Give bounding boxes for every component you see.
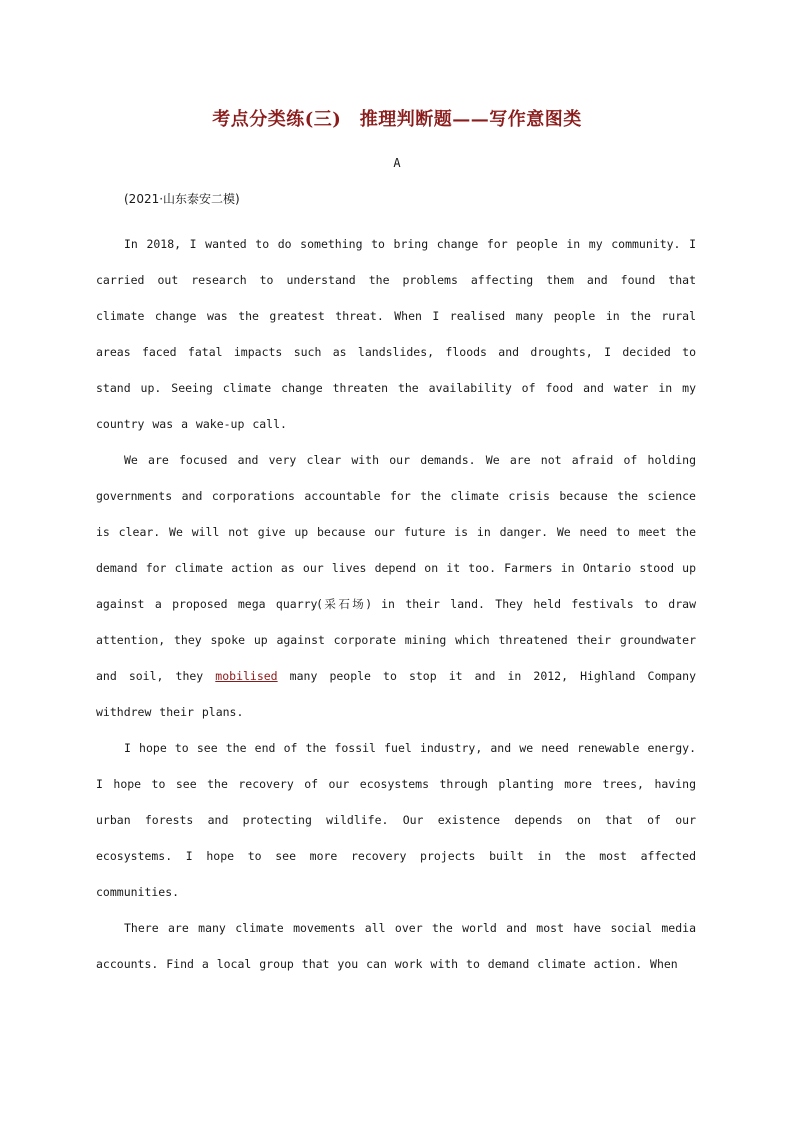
paragraph-3: I hope to see the end of the fossil fuel industry, and we need renewable energy. I hope to see the recovery of our ecosystems through planting more trees, having urban forests and protecting wildlife. Our existence depends on that of our ecosystems. I hope to see more recovery projects built in the most affected communities. — [96, 741, 696, 899]
paragraph-2-part-1: We are focused and very clear with our demands. We are not afraid of holding governments and corporations accountable for the climate crisis because the science is clear. We will not give up because our future is in danger. We need to meet the demand for climate action as our lives depend on it too. Farmers in Ontario stood up against a proposed mega quarry — [96, 453, 696, 611]
paragraph-2-part-3: many people to stop it and in 2012, Highland Company withdrew their plans. — [96, 669, 697, 719]
page-title: 考点分类练(三) 推理判断题——写作意图类 — [212, 109, 582, 130]
passage-body — [96, 226, 696, 982]
paragraph-1: In 2018, I wanted to do something to bring change for people in my community. I carried out research to understand the problems affecting them and found that climate change was the greatest threat. When I realised many people in the rural areas faced fatal impacts such as landslides, floods and droughts, I decided to stand up. Seeing climate change threaten the availability of food and water in my country was a wake-up call. — [96, 237, 696, 431]
paragraph-2 — [96, 442, 696, 730]
paragraph-4: There are many climate movements all over the world and most have social media accounts. Find a local group that you can work with to demand climate action. When — [96, 921, 696, 971]
section-letter: A — [393, 156, 401, 170]
source-label: (2021·山东泰安二模) — [124, 192, 240, 206]
paragraph-2-part-2: in their land. They held festivals to draw attention, they spoke up against corporate mining which threatened their groundwater and soil, they — [96, 597, 696, 683]
gloss-note: (采石场) — [317, 597, 371, 611]
underlined-word: mobilised — [215, 669, 278, 683]
